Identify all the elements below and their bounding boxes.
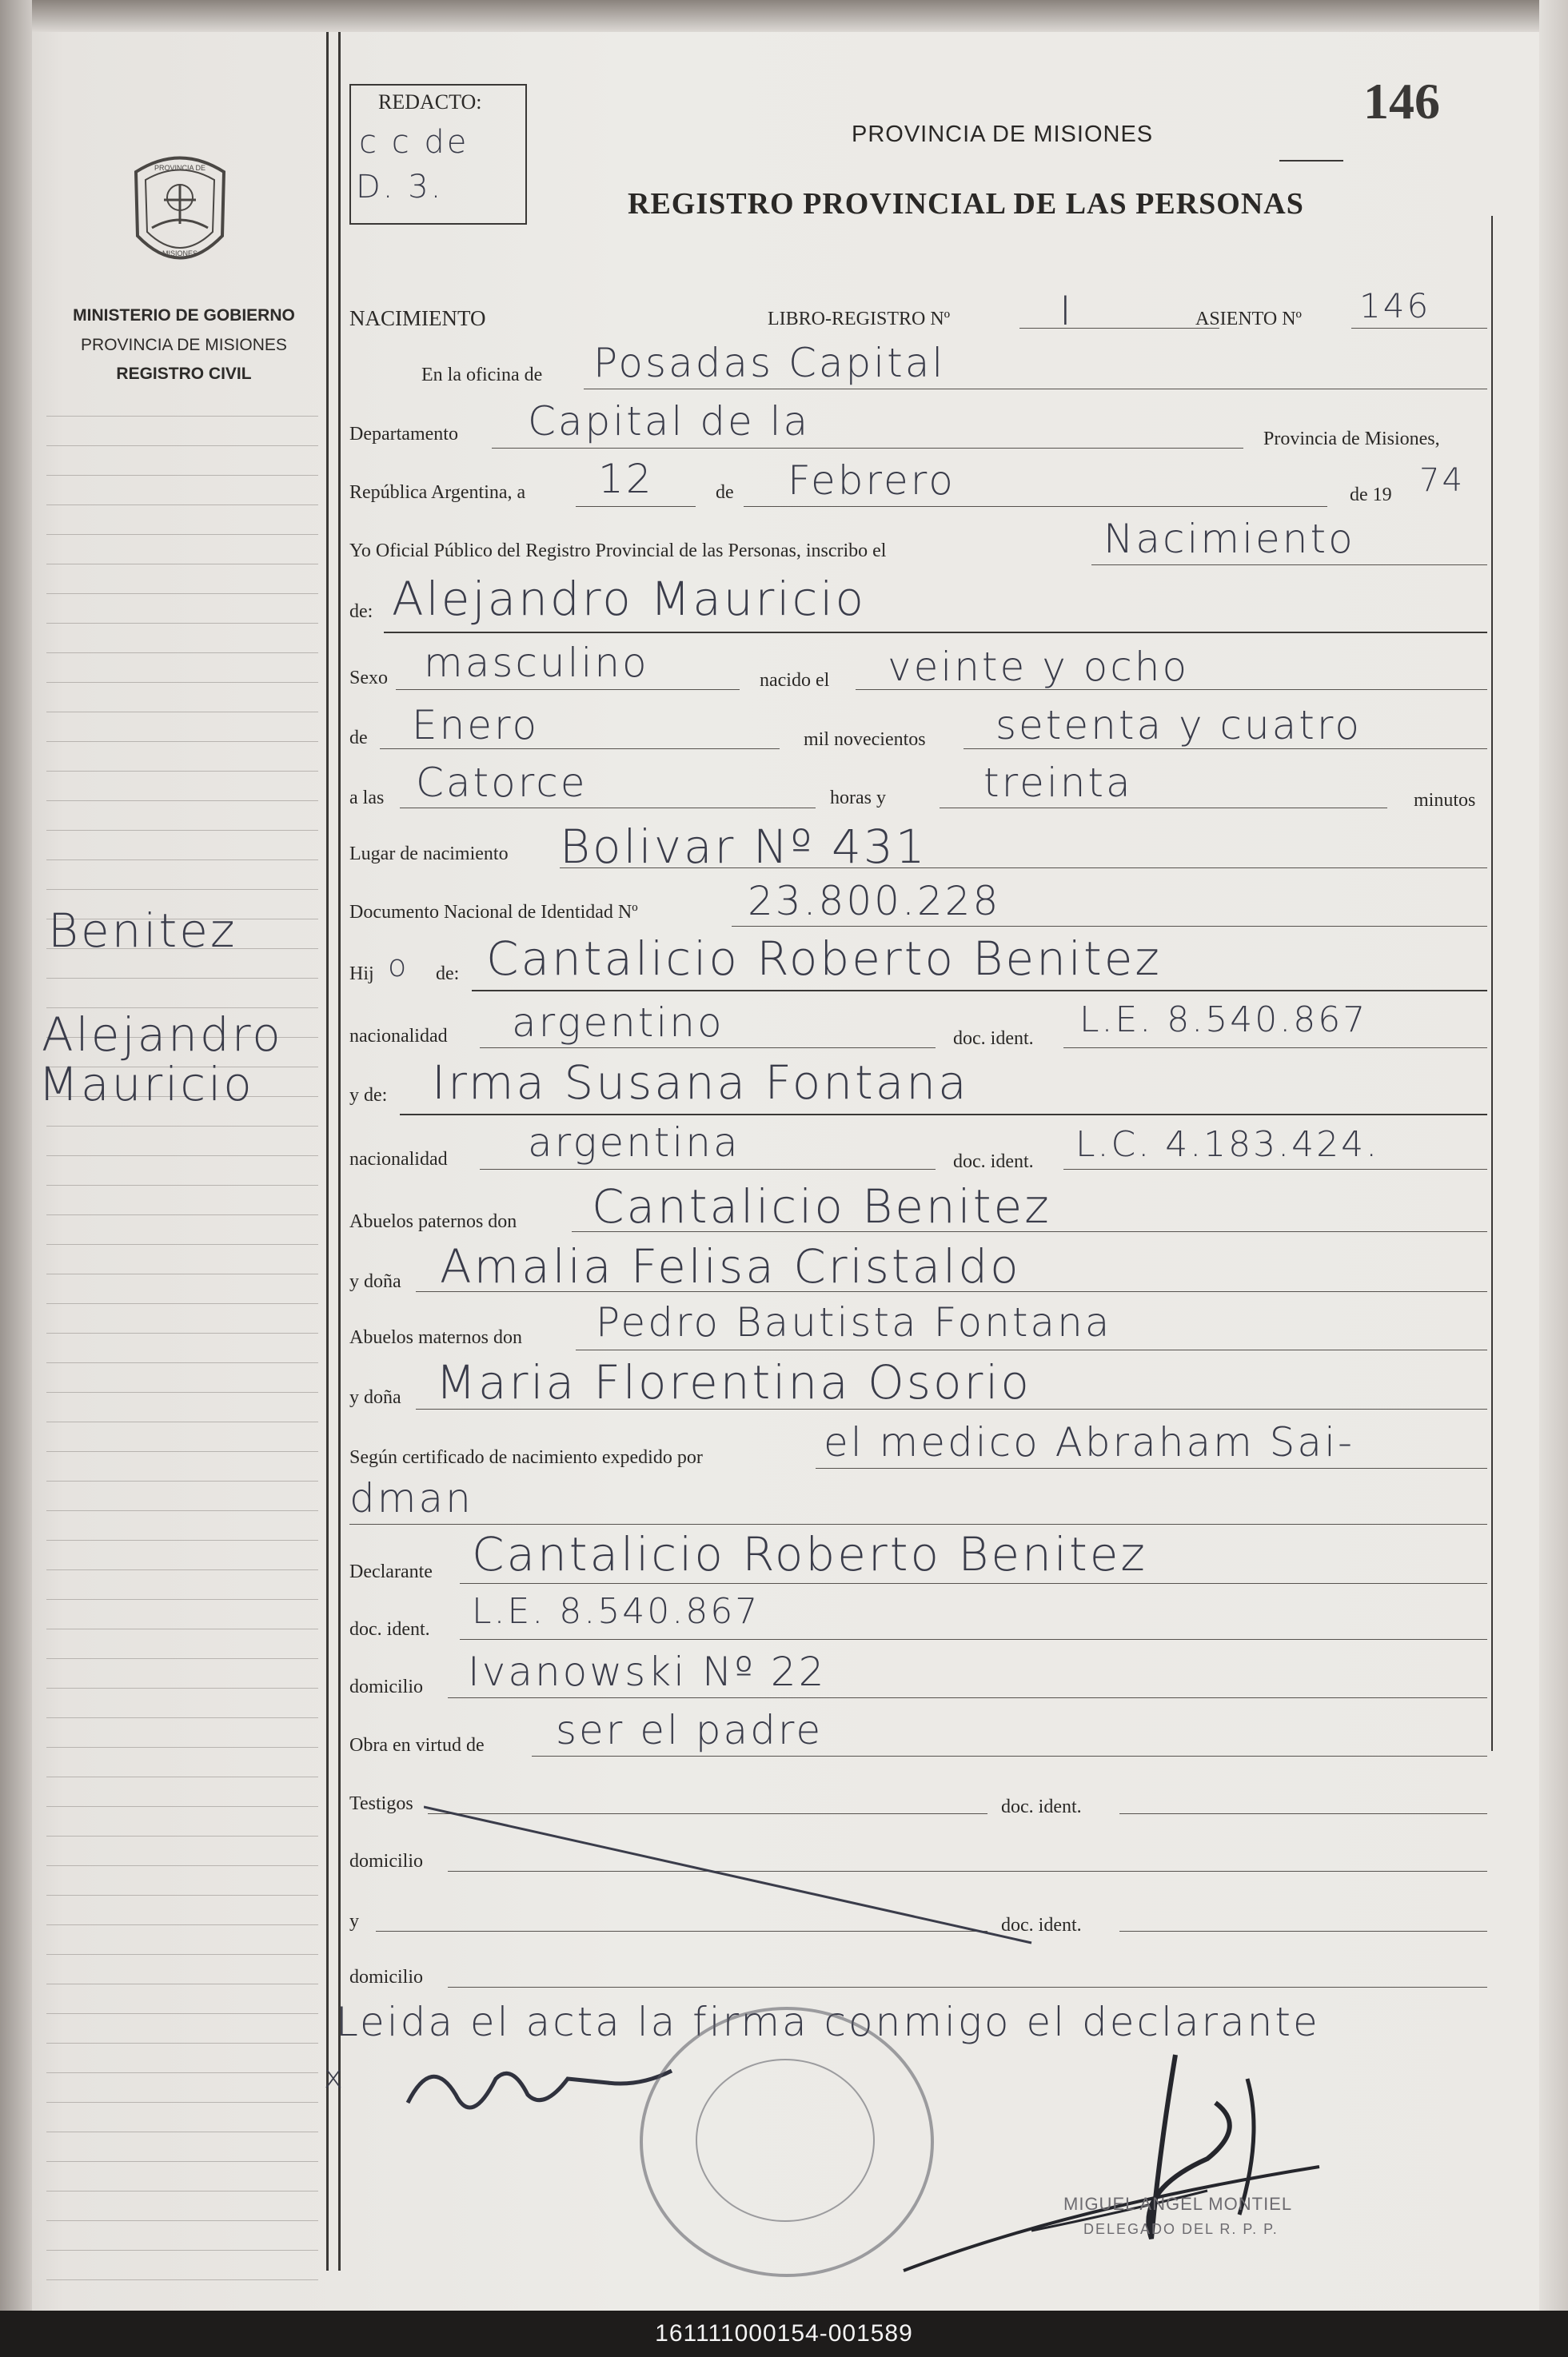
margin-rule — [46, 2102, 318, 2103]
value-libro: I — [1059, 288, 1074, 334]
margin-rule — [46, 593, 318, 594]
margin-rule — [46, 859, 318, 860]
label-doc-declarante: doc. ident. — [349, 1619, 430, 1640]
margin-rule — [46, 2043, 318, 2044]
value-nacido-mes: Enero — [412, 702, 540, 748]
label-libro: LIBRO-REGISTRO Nº — [768, 309, 951, 329]
margin-rule — [46, 534, 318, 535]
value-abuelo-paterno: Cantalicio Benitez — [592, 1179, 1051, 1234]
value-departamento: Capital de la — [528, 398, 811, 445]
margin-rule — [46, 1836, 318, 1837]
seal-top-text: PROVINCIA DE — [154, 164, 206, 172]
margin-rule — [46, 475, 318, 476]
right-vertical-rule — [1491, 216, 1493, 1751]
label-asiento: ASIENTO Nº — [1195, 309, 1302, 329]
margin-rule — [46, 1481, 318, 1482]
value-madre: Irma Susana Fontana — [432, 1055, 969, 1110]
closing-mark: x — [324, 2059, 345, 2096]
redacto-box — [349, 84, 527, 225]
ministry-line1: MINISTERIO DE GOBIERNO — [73, 306, 295, 325]
redacto-line2: D. 3. — [356, 169, 444, 205]
label-republica: República Argentina, a — [349, 482, 526, 503]
ministry-line3: REGISTRO CIVIL — [116, 365, 252, 383]
label-oficina: En la oficina de — [421, 365, 543, 385]
left-vertical-rule-inner — [338, 32, 341, 2271]
label-doc-testigo2: doc. ident. — [1001, 1915, 1082, 1936]
label-y-de: y de: — [349, 1085, 388, 1106]
value-obra: ser el padre — [556, 1707, 824, 1753]
value-declarante: Cantalicio Roberto Benitez — [472, 1527, 1147, 1581]
margin-rule — [46, 1214, 318, 1215]
margin-rule — [46, 1244, 318, 1245]
official-signature-icon — [872, 2031, 1431, 2295]
value-certificado-2: dman — [349, 1475, 473, 1521]
testigos-strike-line — [424, 1791, 1047, 1951]
label-horas-y: horas y — [830, 788, 886, 808]
label-lugar: Lugar de nacimiento — [349, 843, 509, 864]
margin-rule — [46, 1362, 318, 1363]
stamp-title: DELEGADO DEL R. P. P. — [1083, 2221, 1279, 2237]
value-sexo: masculino — [424, 640, 649, 686]
margin-given1: Alejandro — [42, 1007, 283, 1062]
left-vertical-rule — [326, 32, 329, 2271]
margin-rule — [46, 2279, 318, 2280]
value-hora: Catorce — [416, 760, 588, 806]
margin-rule — [46, 2220, 318, 2221]
label-segun: Según certificado de nacimiento expedido por — [349, 1447, 703, 1468]
label-nacimiento: NACIMIENTO — [349, 306, 486, 330]
value-mes: Febrero — [788, 457, 956, 504]
closing-text: Leida el acta la firma conmigo el declarante — [336, 1999, 1320, 2045]
official-stamp-inner — [696, 2059, 875, 2222]
page-number-dash — [1279, 160, 1343, 162]
label-mil-novecientos: mil novecientos — [804, 729, 926, 750]
margin-surname: Benitez — [48, 903, 237, 958]
margin-rule — [46, 682, 318, 683]
stamp-name: MIGUEL ANGEL MONTIEL — [1063, 2194, 1293, 2214]
label-dni: Documento Nacional de Identidad Nº — [349, 902, 638, 923]
margin-rule — [46, 1510, 318, 1511]
margin-rule — [46, 2250, 318, 2251]
redacto-line1: c c de — [359, 124, 469, 161]
label-nac-padre: nacionalidad — [349, 1026, 448, 1047]
label-departamento: Departamento — [349, 424, 458, 445]
registry-title: REGISTRO PROVINCIAL DE LAS PERSONAS — [628, 187, 1304, 221]
label-de-mes2: de — [349, 728, 368, 748]
label-de-anio: de 19 — [1350, 485, 1392, 505]
margin-rule — [46, 1954, 318, 1955]
value-dni: 23.800.228 — [748, 878, 1001, 924]
margin-rule — [46, 623, 318, 624]
footer-id-bar — [0, 2311, 1568, 2357]
margin-rule — [46, 1451, 318, 1452]
margin-rule — [46, 652, 318, 653]
margin-given2: Mauricio — [38, 1057, 254, 1111]
footer-id: 161111000154-001589 — [655, 2320, 913, 2347]
margin-rule — [46, 1392, 318, 1393]
redacto-label: REDACTO: — [378, 90, 482, 114]
value-nac-padre: argentino — [512, 999, 724, 1046]
label-de-nombre: de: — [349, 601, 373, 622]
margin-rule — [46, 889, 318, 890]
value-hijo-suffix: o — [388, 948, 409, 983]
value-padre: Cantalicio Roberto Benitez — [486, 931, 1162, 986]
label-testigos: Testigos — [349, 1793, 413, 1814]
value-doc-madre: L.C. 4.183.424. — [1075, 1124, 1380, 1165]
margin-rule — [46, 1599, 318, 1600]
value-acto: Nacimiento — [1103, 516, 1355, 562]
page-number: 146 — [1363, 73, 1440, 130]
value-lugar: Bolivar Nº 431 — [560, 820, 928, 874]
value-abuela-materna: Maria Florentina Osorio — [436, 1355, 1031, 1410]
value-nacido-anio: setenta y cuatro — [995, 702, 1362, 748]
label-hijo-de: de: — [436, 963, 460, 984]
value-asiento: 146 — [1359, 286, 1431, 325]
value-domicilio-declarante: Ivanowski Nº 22 — [468, 1649, 827, 1695]
margin-rule — [46, 416, 318, 417]
margin-rule — [46, 1569, 318, 1570]
label-doc-testigo1: doc. ident. — [1001, 1797, 1082, 1817]
label-abuelos-maternos: Abuelos maternos don — [349, 1327, 522, 1348]
label-minutos: minutos — [1414, 790, 1476, 811]
margin-rule — [46, 1747, 318, 1748]
label-domicilio-testigo1: domicilio — [349, 1851, 423, 1872]
margin-rule — [46, 1806, 318, 1807]
value-dia: 12 — [598, 456, 654, 502]
margin-rule — [46, 445, 318, 446]
margin-rule — [46, 2013, 318, 2014]
label-yo-oficial: Yo Oficial Público del Registro Provincial de las Personas, inscribo el — [349, 540, 887, 561]
province-title: PROVINCIA DE MISIONES — [852, 122, 1154, 147]
label-obra: Obra en virtud de — [349, 1735, 485, 1756]
margin-rule — [46, 978, 318, 979]
label-dona-paterna: y doña — [349, 1271, 401, 1292]
label-dona-materna: y doña — [349, 1387, 401, 1408]
value-doc-padre: L.E. 8.540.867 — [1079, 999, 1368, 1040]
margin-rule — [46, 741, 318, 742]
value-abuela-paterna: Amalia Felisa Cristaldo — [440, 1239, 1021, 1294]
book-binding — [0, 0, 32, 2357]
margin-rule — [46, 2072, 318, 2073]
margin-rule — [46, 2161, 318, 2162]
ministry-line2: PROVINCIA DE MISIONES — [81, 336, 287, 354]
value-nacido-dia: veinte y ocho — [888, 644, 1190, 690]
margin-rule — [46, 1155, 318, 1156]
label-doc-padre: doc. ident. — [953, 1028, 1034, 1049]
label-sexo: Sexo — [349, 668, 388, 688]
margin-rule — [46, 1333, 318, 1334]
label-domicilio-declarante: domicilio — [349, 1677, 423, 1697]
value-certificado-1: el medico Abraham Sai- — [824, 1419, 1355, 1466]
label-declarante: Declarante — [349, 1561, 433, 1582]
seal-bottom-text: MISIONES — [162, 249, 198, 257]
margin-rule — [46, 1126, 318, 1127]
label-domicilio-testigo2: domicilio — [349, 1967, 423, 1988]
value-anio: 74 — [1419, 462, 1465, 499]
margin-rule — [46, 1303, 318, 1304]
label-de-mes: de — [716, 482, 734, 503]
margin-rule — [46, 1924, 318, 1925]
margin-rule — [46, 830, 318, 831]
value-nac-madre: argentina — [528, 1119, 740, 1166]
margin-rule — [46, 1658, 318, 1659]
label-hijo: Hij — [349, 963, 374, 984]
margin-rule — [46, 1540, 318, 1541]
margin-rule — [46, 1895, 318, 1896]
value-oficina: Posadas Capital — [593, 340, 946, 386]
label-nac-madre: nacionalidad — [349, 1149, 448, 1170]
coat-of-arms-icon — [128, 148, 232, 284]
margin-rule — [46, 1688, 318, 1689]
margin-rule — [46, 1865, 318, 1866]
value-nombre: Alejandro Mauricio — [392, 572, 866, 626]
label-a-las: a las — [349, 788, 385, 808]
page-edge — [1539, 0, 1568, 2357]
margin-rule — [46, 771, 318, 772]
margin-rule — [46, 1717, 318, 1718]
value-abuelo-materno: Pedro Bautista Fontana — [596, 1299, 1112, 1346]
value-doc-declarante: L.E. 8.540.867 — [472, 1591, 760, 1632]
margin-rule — [46, 800, 318, 801]
label-nacido-el: nacido el — [760, 670, 830, 691]
label-doc-madre: doc. ident. — [953, 1151, 1034, 1172]
label-provincia: Provincia de Misiones, — [1263, 429, 1440, 449]
top-shadow — [0, 0, 1568, 32]
label-abuelos-paternos: Abuelos paternos don — [349, 1211, 517, 1232]
label-y-testigo2: y — [349, 1911, 359, 1932]
margin-rule — [46, 1185, 318, 1186]
value-minutos: treinta — [983, 760, 1133, 806]
